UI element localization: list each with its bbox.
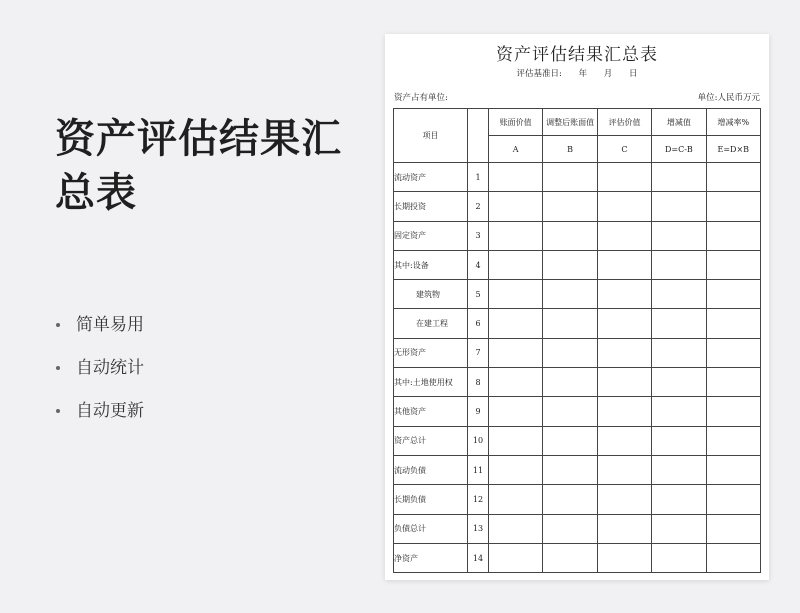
value-cell[interactable] xyxy=(706,250,760,279)
value-cell[interactable] xyxy=(652,543,706,572)
value-cell[interactable] xyxy=(489,485,543,514)
value-cell[interactable] xyxy=(706,514,760,543)
row-label: 负债总计 xyxy=(394,514,468,543)
table-row xyxy=(394,368,761,397)
value-cell[interactable] xyxy=(489,309,543,338)
table-row xyxy=(394,163,761,192)
row-number: 7 xyxy=(468,338,489,367)
feature-label: 简单易用 xyxy=(76,315,144,335)
value-cell[interactable] xyxy=(489,543,543,572)
row-label: 净资产 xyxy=(394,543,468,572)
row-label: 建筑物 xyxy=(394,280,468,309)
value-cell[interactable] xyxy=(597,397,651,426)
row-number: 9 xyxy=(468,397,489,426)
feature-item xyxy=(55,353,144,396)
value-cell[interactable] xyxy=(489,192,543,221)
value-cell[interactable] xyxy=(652,192,706,221)
value-cell[interactable] xyxy=(706,455,760,484)
value-cell[interactable] xyxy=(597,338,651,367)
bullet-icon xyxy=(56,366,60,370)
row-number: 5 xyxy=(468,280,489,309)
header-code: E=D×B xyxy=(706,136,760,163)
value-cell[interactable] xyxy=(489,514,543,543)
table-row xyxy=(394,514,761,543)
value-cell[interactable] xyxy=(543,221,597,250)
value-cell[interactable] xyxy=(597,309,651,338)
value-cell[interactable] xyxy=(597,221,651,250)
value-cell[interactable] xyxy=(597,455,651,484)
value-cell[interactable] xyxy=(543,455,597,484)
bullet-icon xyxy=(56,409,60,413)
value-cell[interactable] xyxy=(597,280,651,309)
value-cell[interactable] xyxy=(543,368,597,397)
row-number: 4 xyxy=(468,250,489,279)
header-no xyxy=(468,109,489,163)
value-cell[interactable] xyxy=(489,163,543,192)
row-number: 8 xyxy=(468,368,489,397)
row-label: 长期投资 xyxy=(394,192,468,221)
value-cell[interactable] xyxy=(652,514,706,543)
header-code: D=C-B xyxy=(652,136,706,163)
value-cell[interactable] xyxy=(489,368,543,397)
value-cell[interactable] xyxy=(706,426,760,455)
owner-unit-label: 资产占有单位: xyxy=(394,93,448,103)
value-cell[interactable] xyxy=(597,163,651,192)
value-cell[interactable] xyxy=(652,455,706,484)
valuation-date-line xyxy=(385,67,769,79)
table-row xyxy=(394,309,761,338)
header-change-rate: 增减率% xyxy=(706,109,760,136)
row-number: 6 xyxy=(468,309,489,338)
header-adjusted-book-value: 调整后账面值 xyxy=(543,109,597,136)
value-cell[interactable] xyxy=(597,426,651,455)
row-label: 长期负债 xyxy=(394,485,468,514)
value-cell[interactable] xyxy=(543,426,597,455)
value-cell[interactable] xyxy=(652,397,706,426)
value-cell[interactable] xyxy=(652,426,706,455)
value-cell[interactable] xyxy=(652,280,706,309)
value-cell[interactable] xyxy=(706,543,760,572)
value-cell[interactable] xyxy=(706,485,760,514)
value-cell[interactable] xyxy=(706,192,760,221)
day-label: 日 xyxy=(629,69,638,79)
row-number: 12 xyxy=(468,485,489,514)
value-cell[interactable] xyxy=(652,485,706,514)
value-cell[interactable] xyxy=(489,397,543,426)
row-number: 13 xyxy=(468,514,489,543)
row-number: 3 xyxy=(468,221,489,250)
table-row xyxy=(394,250,761,279)
value-cell[interactable] xyxy=(543,250,597,279)
header-appraised-value: 评估价值 xyxy=(597,109,651,136)
table-row xyxy=(394,426,761,455)
value-cell[interactable] xyxy=(489,455,543,484)
table-row xyxy=(394,192,761,221)
value-cell[interactable] xyxy=(652,163,706,192)
row-label: 无形资产 xyxy=(394,338,468,367)
currency-unit-label: 单位:人民币万元 xyxy=(697,93,760,103)
row-label: 在建工程 xyxy=(394,309,468,338)
table-row xyxy=(394,485,761,514)
value-cell[interactable] xyxy=(597,250,651,279)
value-cell[interactable] xyxy=(706,397,760,426)
feature-list xyxy=(55,310,144,439)
value-cell[interactable] xyxy=(543,280,597,309)
row-label: 其中:设备 xyxy=(394,250,468,279)
table-row xyxy=(394,397,761,426)
table-row xyxy=(394,543,761,572)
value-cell[interactable] xyxy=(652,338,706,367)
table-row xyxy=(394,221,761,250)
table-body xyxy=(394,163,761,573)
row-number: 1 xyxy=(468,163,489,192)
value-cell[interactable] xyxy=(489,221,543,250)
value-cell[interactable] xyxy=(706,309,760,338)
value-cell[interactable] xyxy=(597,514,651,543)
feature-label: 自动统计 xyxy=(76,358,144,378)
header-code: C xyxy=(597,136,651,163)
month-label: 月 xyxy=(603,69,613,79)
page-title: 资产评估结果汇总表 xyxy=(55,116,342,216)
row-label: 固定资产 xyxy=(394,221,468,250)
value-cell[interactable] xyxy=(543,309,597,338)
value-cell[interactable] xyxy=(652,250,706,279)
value-cell[interactable] xyxy=(706,221,760,250)
row-number: 14 xyxy=(468,543,489,572)
value-cell[interactable] xyxy=(543,485,597,514)
row-number: 2 xyxy=(468,192,489,221)
feature-item xyxy=(55,396,144,439)
header-item: 项目 xyxy=(394,109,468,163)
value-cell[interactable] xyxy=(652,368,706,397)
row-label: 其他资产 xyxy=(394,397,468,426)
value-cell[interactable] xyxy=(706,338,760,367)
value-cell[interactable] xyxy=(489,280,543,309)
value-cell[interactable] xyxy=(489,250,543,279)
document-title: 资产评估结果汇总表 xyxy=(496,45,658,65)
table-row xyxy=(394,280,761,309)
feature-label: 自动更新 xyxy=(76,401,144,421)
valuation-table xyxy=(393,108,761,573)
value-cell[interactable] xyxy=(597,192,651,221)
value-cell[interactable] xyxy=(597,368,651,397)
value-cell[interactable] xyxy=(706,280,760,309)
value-cell[interactable] xyxy=(543,397,597,426)
row-label: 流动负债 xyxy=(394,455,468,484)
row-label: 流动资产 xyxy=(394,163,468,192)
value-cell[interactable] xyxy=(597,543,651,572)
value-cell[interactable] xyxy=(543,514,597,543)
header-book-value: 账面价值 xyxy=(489,109,543,136)
table-row xyxy=(394,455,761,484)
value-cell[interactable] xyxy=(489,426,543,455)
table-row xyxy=(394,338,761,367)
valuation-date-label: 评估基准日: xyxy=(516,69,562,79)
value-cell[interactable] xyxy=(652,221,706,250)
value-cell[interactable] xyxy=(543,338,597,367)
document-preview xyxy=(385,34,769,580)
header-code: B xyxy=(543,136,597,163)
row-label: 资产总计 xyxy=(394,426,468,455)
value-cell[interactable] xyxy=(543,543,597,572)
row-number: 11 xyxy=(468,455,489,484)
value-cell[interactable] xyxy=(543,192,597,221)
feature-item xyxy=(55,310,144,353)
value-cell[interactable] xyxy=(543,163,597,192)
value-cell[interactable] xyxy=(489,338,543,367)
row-label: 其中:土地使用权 xyxy=(394,368,468,397)
value-cell[interactable] xyxy=(706,163,760,192)
value-cell[interactable] xyxy=(652,309,706,338)
header-code: A xyxy=(489,136,543,163)
bullet-icon xyxy=(56,323,60,327)
year-label: 年 xyxy=(578,69,588,79)
value-cell[interactable] xyxy=(597,485,651,514)
header-change-value: 增减值 xyxy=(652,109,706,136)
value-cell[interactable] xyxy=(706,368,760,397)
row-number: 10 xyxy=(468,426,489,455)
